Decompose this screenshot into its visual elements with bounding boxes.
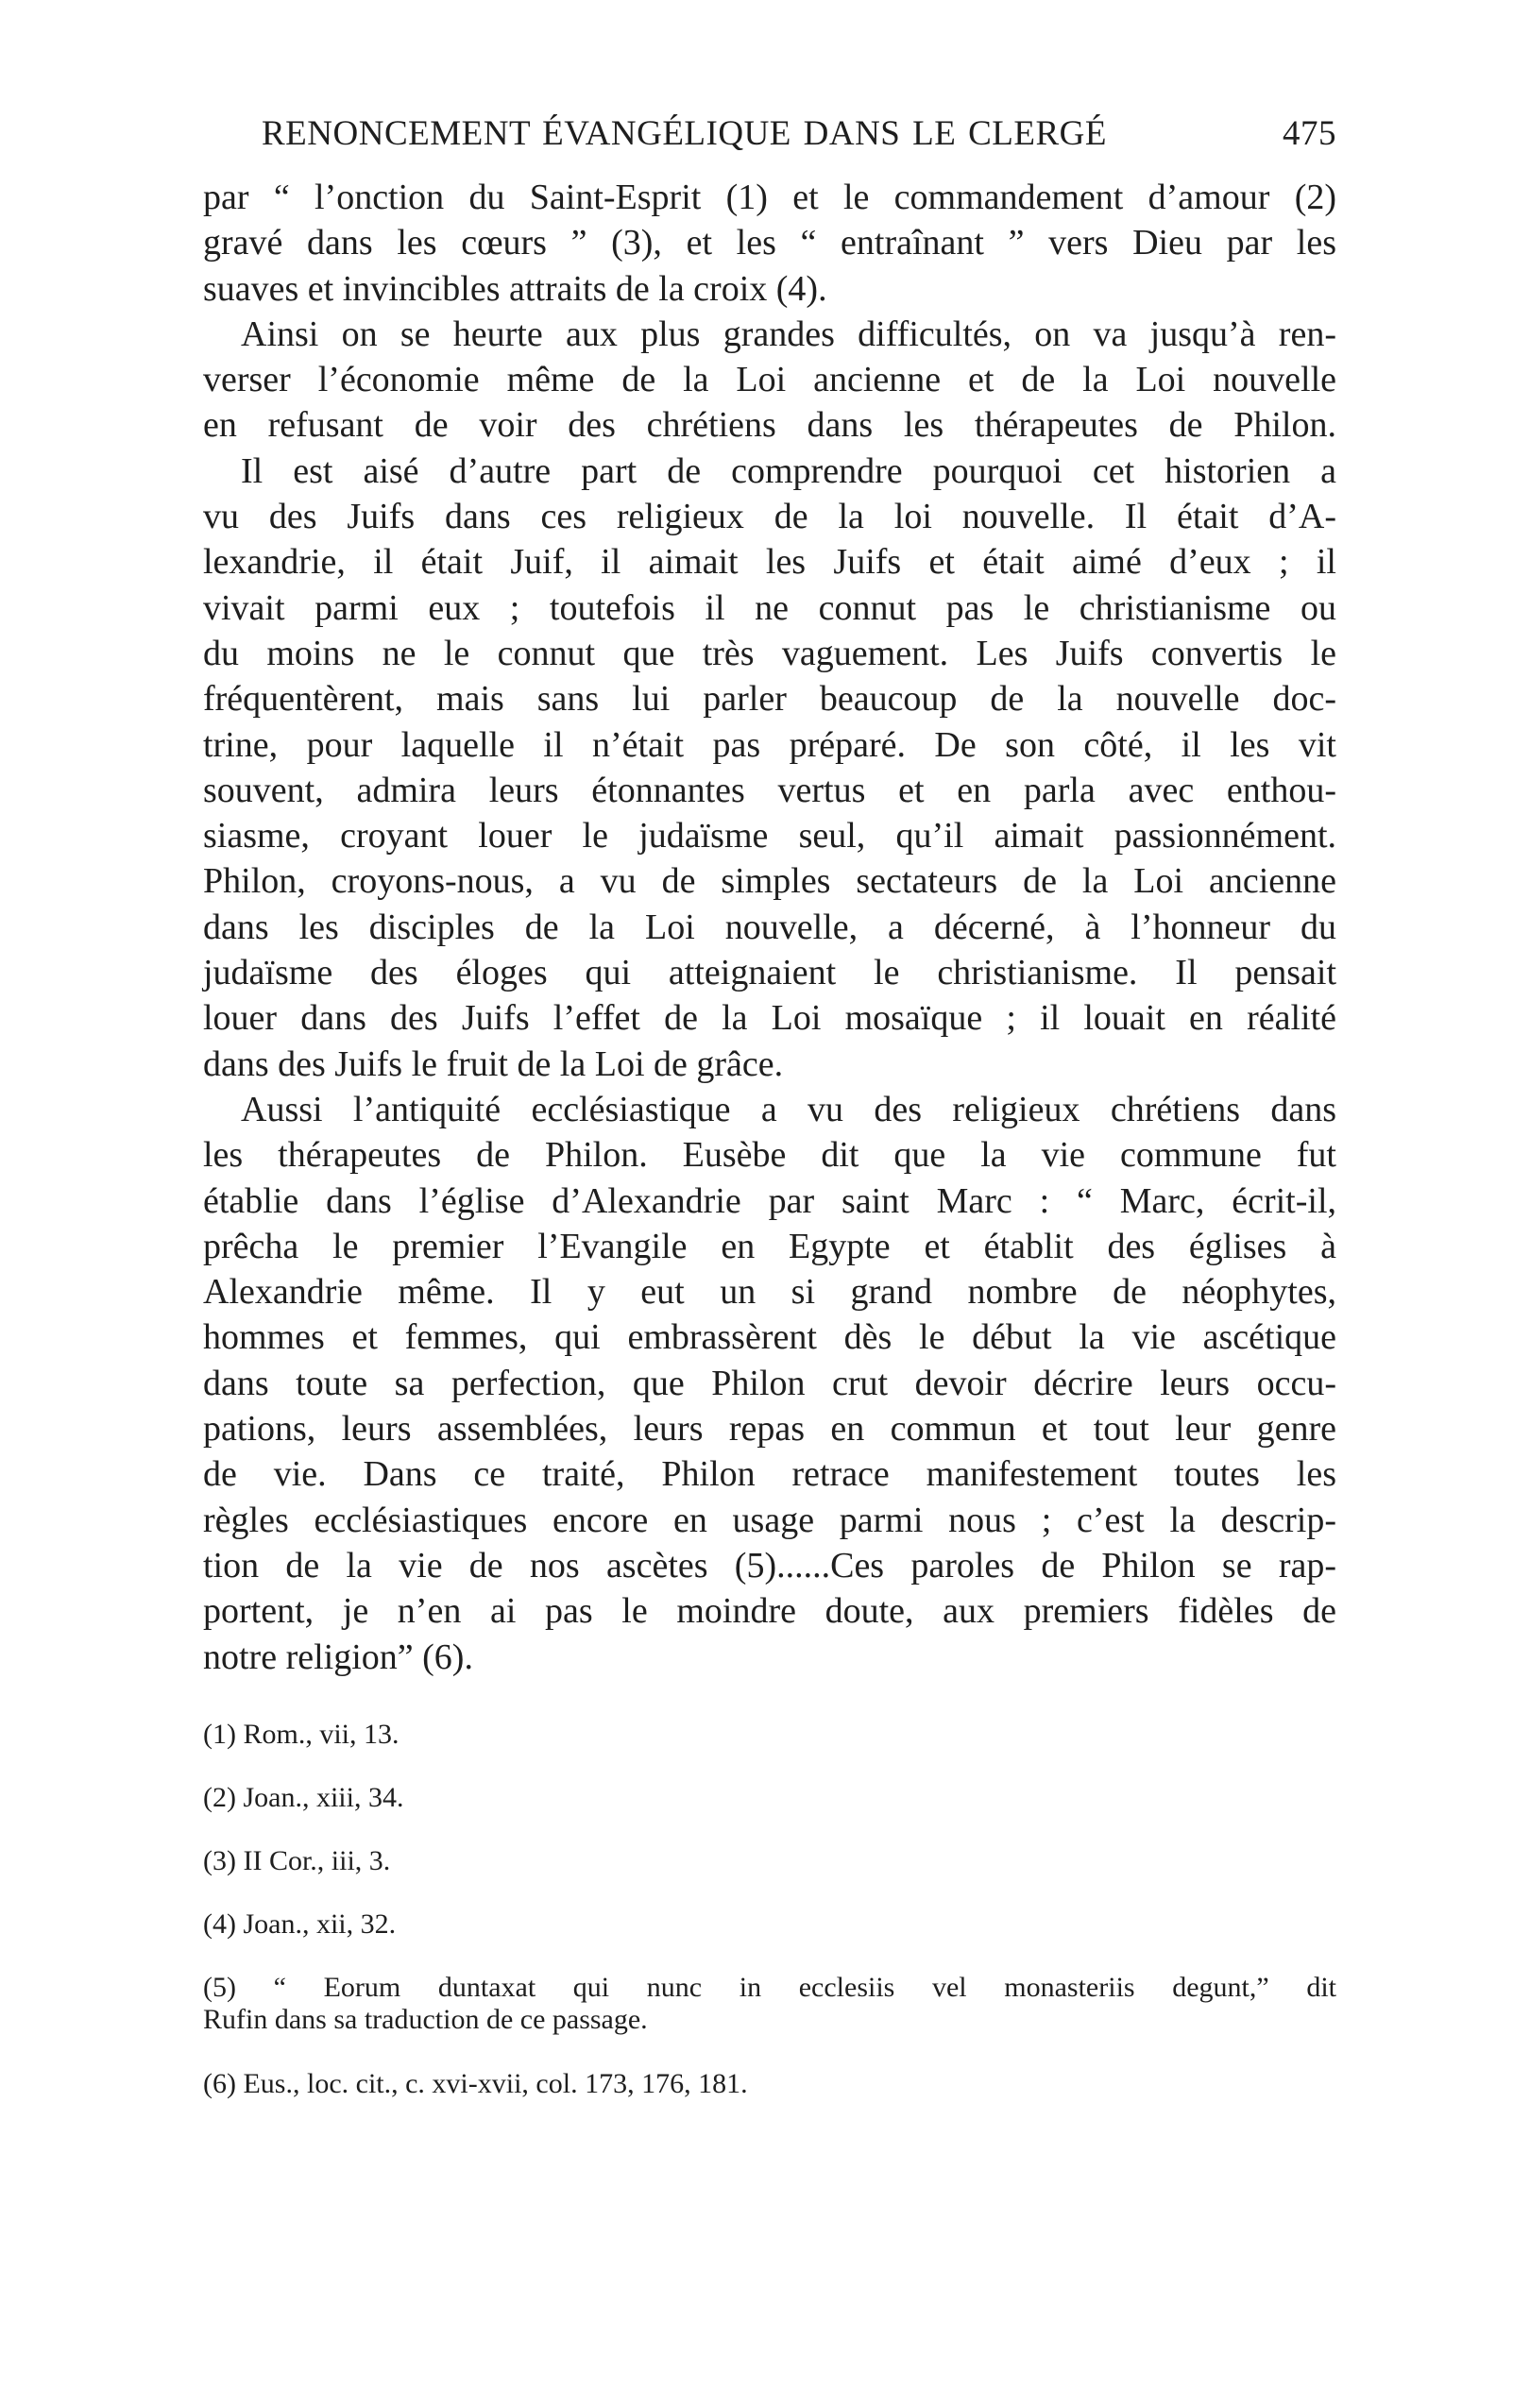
text-line: Ainsi on se heurte aux plus grandes difficultés, on va jusqu’à ren-	[241, 314, 1336, 354]
footnote-5-line: (5) “ Eorum duntaxat qui nunc in ecclesiis vel monasteriis degunt,” dit	[203, 1972, 1336, 2003]
text-line: gravé dans les cœurs ” (3), et les “ entraînant ” vers Dieu par les	[203, 223, 1336, 263]
text-line: dans des Juifs le fruit de la Loi de grâce.	[203, 1043, 784, 1084]
text-line: fréquentèrent, mais sans lui parler beaucoup de la nouvelle doc-	[203, 679, 1336, 720]
text-line: du moins ne le connut que très vaguement. Les Juifs convertis le	[203, 633, 1336, 673]
text-line: judaïsme des éloges qui atteignaient le christianisme. Il pensait	[203, 953, 1336, 993]
page-number: 475	[1283, 114, 1336, 153]
text-line: prêcha le premier l’Evangile en Egypte et établit des églises à	[203, 1226, 1336, 1266]
text-line: verser l’économie même de la Loi ancienne et de la Loi nouvelle	[203, 360, 1336, 400]
running-title: RENONCEMENT ÉVANGÉLIQUE DANS LE CLERGÉ	[262, 114, 1107, 153]
footnote-6: (6) Eus., loc. cit., c. xvi-xvii, col. 173, 176, 181.	[203, 2068, 748, 2099]
text-line: dans les disciples de la Loi nouvelle, a décerné, à l’honneur du	[203, 907, 1336, 947]
footnote-2: (2) Joan., xiii, 34.	[203, 1782, 404, 1813]
text-line: Philon, croyons-nous, a vu de simples sectateurs de la Loi ancienne	[203, 861, 1336, 902]
text-line: règles ecclésiastiques encore en usage parmi nous ; c’est la descrip-	[203, 1500, 1336, 1540]
text-line: de vie. Dans ce traité, Philon retrace manifestement toutes les	[203, 1454, 1336, 1495]
footnote-5	[203, 1972, 1336, 2036]
text-line: trine, pour laquelle il n’était pas préparé. De son côté, il les vit	[203, 724, 1336, 765]
text-line: suaves et invincibles attraits de la croix (4).	[203, 268, 827, 309]
text-line: Il est aisé d’autre part de comprendre pourquoi cet historien a	[241, 450, 1336, 491]
running-header	[203, 113, 1336, 170]
footnote-4: (4) Joan., xii, 32.	[203, 1908, 397, 1940]
text-line: tion de la vie de nos ascètes (5)......Ces paroles de Philon se rap-	[203, 1545, 1336, 1586]
text-line: siasme, croyant louer le judaïsme seul, qu’il aimait passionnément.	[203, 816, 1336, 856]
text-line: Aussi l’antiquité ecclésiastique a vu des religieux chrétiens dans	[241, 1089, 1336, 1129]
footnote-1: (1) Rom., vii, 13.	[203, 1719, 400, 1750]
footnote-3: (3) II Cor., iii, 3.	[203, 1845, 391, 1876]
text-line: par “ l’onction du Saint-Esprit (1) et le commandement d’amour (2)	[203, 178, 1336, 217]
footnotes	[203, 1719, 1336, 2100]
main-text	[203, 175, 1336, 1680]
text-line: pations, leurs assemblées, leurs repas en commun et tout leur genre	[203, 1409, 1336, 1450]
text-line: lexandrie, il était Juif, il aimait les Juifs et était aimé d’eux ; il	[203, 542, 1336, 583]
text-line: vu des Juifs dans ces religieux de la loi nouvelle. Il était d’A-	[203, 497, 1336, 537]
text-line: notre religion” (6).	[203, 1636, 473, 1677]
text-line: les thérapeutes de Philon. Eusèbe dit que la vie commune fut	[203, 1135, 1336, 1176]
text-line: Alexandrie même. Il y eut un si grand nombre de néophytes,	[203, 1272, 1336, 1313]
text-line: en refusant de voir des chrétiens dans les thérapeutes de Philon.	[203, 405, 1336, 446]
text-line: vivait parmi eux ; toutefois il ne connut pas le christianisme ou	[203, 587, 1336, 628]
text-line: portent, je n’en ai pas le moindre doute, aux premiers fidèles de	[203, 1591, 1336, 1632]
text-line: hommes et femmes, qui embrassèrent dès le début la vie ascétique	[203, 1317, 1336, 1358]
text-line: établie dans l’église d’Alexandrie par saint Marc : “ Marc, écrit-il,	[203, 1180, 1336, 1221]
text-line: dans toute sa perfection, que Philon crut devoir décrire leurs occu-	[203, 1363, 1336, 1403]
text-line: louer dans des Juifs l’effet de la Loi mosaïque ; il louait en réalité	[203, 998, 1336, 1039]
footnote-5-line: Rufin dans sa traduction de ce passage.	[203, 2004, 648, 2035]
text-line: souvent, admira leurs étonnantes vertus et en parla avec enthou-	[203, 770, 1336, 810]
